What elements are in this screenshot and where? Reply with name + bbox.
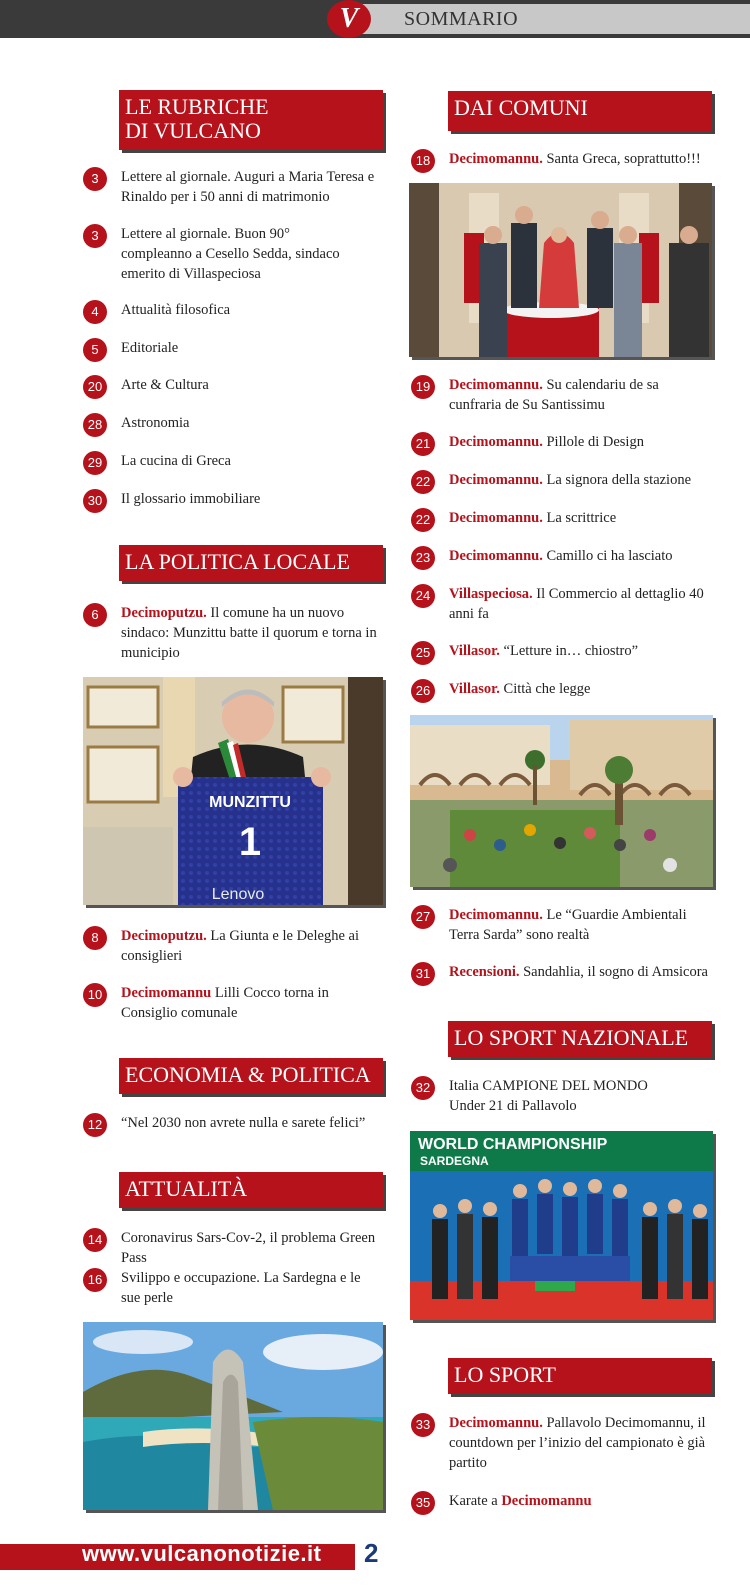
item-place: Villaspeciosa. <box>449 586 533 602</box>
shirt-number: 1 <box>238 820 262 864</box>
item-title: Attualità filosofica <box>121 302 231 318</box>
section-header-economia: ECONOMIA & POLITICA <box>119 1058 383 1094</box>
item-title: La signora della stazione <box>542 472 692 488</box>
page-title: SOMMARIO <box>404 8 519 30</box>
section-header-attualita: ATTUALITÀ <box>119 1172 383 1208</box>
item-place: Decimomannu. <box>449 151 543 167</box>
photo-cloister <box>410 715 713 887</box>
item-place: Decimomannu. <box>449 472 543 488</box>
shirt-name: MUNZITTU <box>209 794 291 811</box>
photo-beach-svg <box>83 1322 383 1510</box>
page-number-badge: 25 <box>411 641 435 665</box>
item-title: Lettere al giornale. Buon 90° compleanno a Cesello Sedda, sindaco emerito di Villaspeciosa <box>121 226 340 282</box>
page-number-badge: 27 <box>411 905 435 929</box>
banner-title: WORLD CHAMPIONSHIP <box>418 1136 608 1153</box>
page-number-badge: 21 <box>411 432 435 456</box>
page-number-badge: 23 <box>411 546 435 570</box>
item-title: Astronomia <box>121 415 190 431</box>
item-title: Editoriale <box>121 340 179 356</box>
item-title: Le “Guardie Ambientali Terra Sarda” sono realtà <box>449 907 687 943</box>
item-title: Lettere al giornale. Auguri a Maria Teresa e Rinaldo per i 50 anni di matrimonio <box>121 169 375 205</box>
photo-church-svg <box>409 183 712 357</box>
section-header-rubriche: LE RUBRICHE DI VULCANO <box>119 90 383 150</box>
item-title: La scrittrice <box>542 510 617 526</box>
page-number-badge: 24 <box>411 584 435 608</box>
page-number-badge: 12 <box>83 1113 107 1137</box>
item-title: Camillo ci ha lasciato <box>542 548 673 564</box>
photo-volleyball-team <box>410 1131 713 1320</box>
page-number-badge: 10 <box>83 983 107 1007</box>
item-place: Villasor. <box>449 681 500 697</box>
item-title: Santa Greca, soprattutto!!! <box>542 151 701 167</box>
item-place: Recensioni. <box>449 964 520 980</box>
item-title: Svilippo e occupazione. La Sardegna e le sue perle <box>121 1270 361 1306</box>
item-title: Italia CAMPIONE DEL MONDO Under 21 di Pallavolo <box>449 1078 648 1114</box>
item-place: Decimomannu <box>121 985 212 1001</box>
photo-mayor <box>83 677 383 905</box>
item-place: Villasor. <box>449 643 500 659</box>
item-title: Sandahlia, il sogno di Amsicora <box>519 964 708 980</box>
item-place: Decimomannu. <box>449 1415 543 1431</box>
page-number-badge: 29 <box>83 451 107 475</box>
item-title: “Nel 2030 non avrete nulla e sarete felici” <box>121 1115 366 1131</box>
section-header-politica: LA POLITICA LOCALE <box>119 545 383 581</box>
item-place: Decimoputzu. <box>121 605 207 621</box>
page-number-badge: 20 <box>83 375 107 399</box>
item-title: Su calendariu de sa cunfraria de Su Santissimu <box>449 377 659 413</box>
item-place: Decimomannu. <box>449 510 543 526</box>
page-number-badge: 22 <box>411 470 435 494</box>
item-place: Decimomannu. <box>449 907 543 923</box>
page-number-badge: 8 <box>83 926 107 950</box>
item-place: Decimomannu. <box>449 377 543 393</box>
page-number-badge: 32 <box>411 1076 435 1100</box>
page-number-badge: 4 <box>83 300 107 324</box>
photo-mayor-svg <box>83 677 383 905</box>
item-place: Decimomannu. <box>449 434 543 450</box>
section-header-sport-nazionale: LO SPORT NAZIONALE <box>448 1021 712 1057</box>
page-number-badge: 19 <box>411 375 435 399</box>
item-title: Il glossario immobiliare <box>121 491 261 507</box>
item-title: Pillole di Design <box>542 434 644 450</box>
item-title: La Giunta e le Deleghe ai consiglieri <box>121 928 359 964</box>
banner-subtitle: SARDEGNA <box>420 1154 489 1168</box>
page-number-badge: 16 <box>83 1268 107 1292</box>
item-title: Lilli Cocco torna in Consiglio comunale <box>121 985 329 1021</box>
page-number-badge: 18 <box>411 149 435 173</box>
page-number-badge: 14 <box>83 1228 107 1252</box>
item-title: “Letture in… chiostro” <box>499 643 639 659</box>
page-number-badge: 35 <box>411 1491 435 1515</box>
item-title: Città che legge <box>499 681 591 697</box>
item-title: La cucina di Greca <box>121 453 231 469</box>
page-number-badge: 6 <box>83 603 107 627</box>
vulcano-logo-icon: V <box>327 0 371 38</box>
page-number-badge: 28 <box>83 413 107 437</box>
website-link[interactable]: www.vulcanonotizie.it <box>82 1541 322 1566</box>
page-number-badge: 5 <box>83 338 107 362</box>
photo-santa-greca <box>409 183 712 357</box>
item-place: Decimoputzu. <box>121 928 207 944</box>
photo-sardinia-beach <box>83 1322 383 1510</box>
section-header-sport: LO SPORT <box>448 1358 712 1394</box>
section-header-comuni: DAI COMUNI <box>448 91 712 131</box>
item-title: Il Commercio al dettaglio 40 anni fa <box>449 586 704 622</box>
page-number-badge: 30 <box>83 489 107 513</box>
item-title: Coronavirus Sars-Cov-2, il problema Green Pass <box>121 1230 376 1266</box>
item-title: Karate a <box>449 1493 502 1509</box>
page-number-badge: 3 <box>83 224 107 248</box>
item-title: Il comune ha un nuovo sindaco: Munzittu batte il quorum e torna in municipio <box>121 605 377 661</box>
shirt-sponsor: Lenovo <box>211 886 265 903</box>
item-place: Decimomannu <box>501 1493 592 1509</box>
page-number-badge: 31 <box>411 962 435 986</box>
page-number-badge: 33 <box>411 1413 435 1437</box>
page-number-badge: 3 <box>83 167 107 191</box>
photo-volleyball-svg <box>410 1131 713 1320</box>
item-title: Pallavolo Decimomannu, il countdown per l’inizio del campionato è già partito <box>449 1415 706 1471</box>
page-number: 2 <box>364 1538 379 1568</box>
photo-cloister-svg <box>410 715 713 887</box>
page-number-badge: 26 <box>411 679 435 703</box>
item-title: Arte & Cultura <box>121 377 209 393</box>
item-place: Decimomannu. <box>449 548 543 564</box>
page-number-badge: 22 <box>411 508 435 532</box>
